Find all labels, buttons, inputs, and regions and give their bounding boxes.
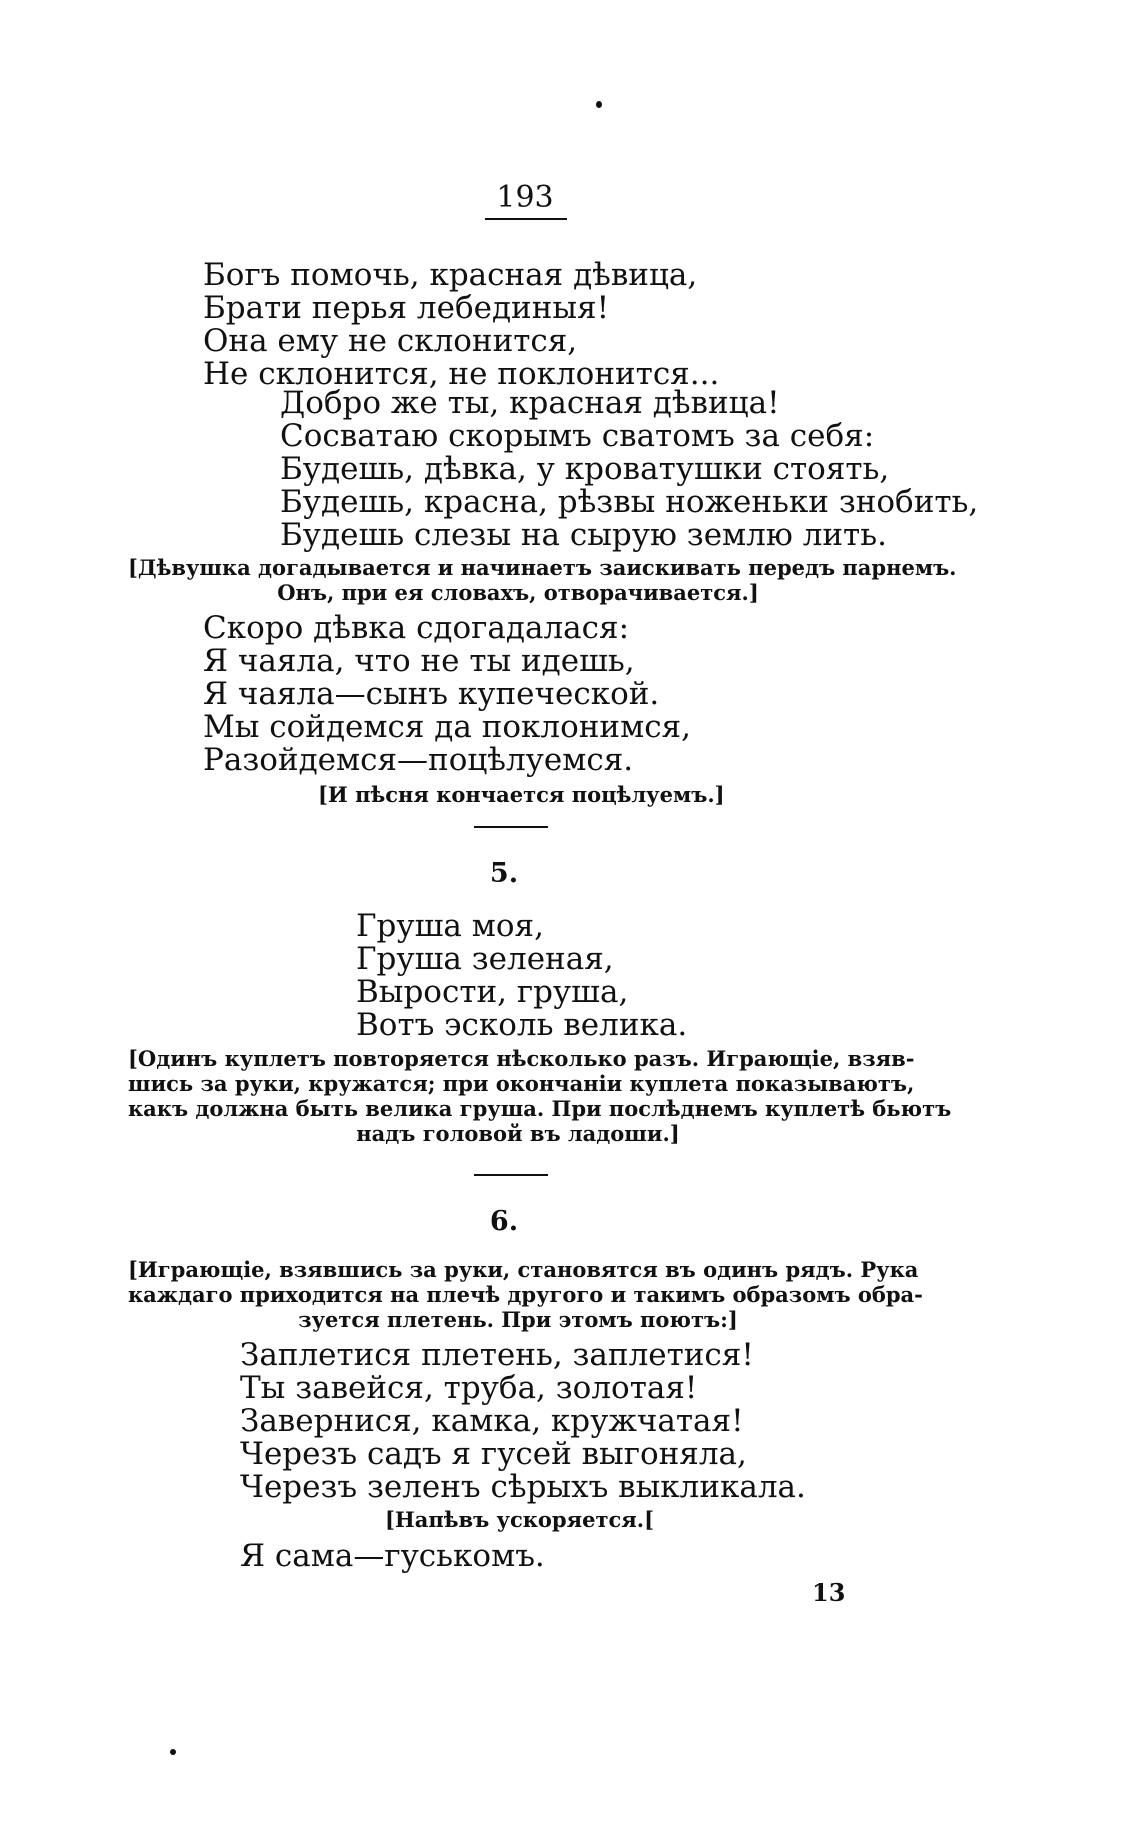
verse-line: Мы сойдемся да поклонимся, bbox=[203, 709, 691, 745]
verse-line: Выpости, груша, bbox=[356, 974, 629, 1010]
page-number-rule bbox=[485, 218, 567, 220]
verse-line: Сосватаю скорымъ сватомъ за себя: bbox=[280, 418, 875, 454]
verse-line: Я чаяла—сынъ купеческой. bbox=[203, 676, 660, 712]
verse-line: Заплетися плетень, заплетися! bbox=[240, 1337, 754, 1373]
note-line: зуется плетень. При этомъ поютъ:] bbox=[298, 1307, 738, 1332]
verse-line: Скоро дѣвка сдогадалася: bbox=[203, 610, 630, 646]
verse-line: Черезъ зеленъ сѣрыхъ выкликала. bbox=[240, 1469, 806, 1505]
note-line: Онъ, при ея словахъ, отворачивается.] bbox=[277, 580, 759, 605]
note-line: [Одинъ куплетъ повторяется нѣсколько разъ. Играющіе, взяв- bbox=[128, 1046, 915, 1071]
note-line: [Дѣвушка догадывается и начинаетъ заискивать передъ парнемъ. bbox=[128, 555, 957, 580]
stage-direction-5 bbox=[128, 1046, 952, 1146]
note-line: какъ должна быть велика груша. При послѣднемъ куплетѣ бьютъ bbox=[128, 1096, 952, 1121]
verse-line: Брати перья лебединыя! bbox=[203, 290, 610, 326]
verse-line: Будешь, красна, рѣзвы ноженьки знобить, bbox=[280, 484, 979, 520]
verse-line: Вотъ эсколь велика. bbox=[356, 1007, 688, 1043]
verse-line: Черезъ садъ я гусей выгоняла, bbox=[240, 1436, 747, 1472]
verse-line: Добро же ты, красная дѣвица! bbox=[280, 385, 780, 421]
section-divider bbox=[474, 826, 548, 828]
stage-direction-6 bbox=[128, 1257, 923, 1332]
stage-direction-2: [И пѣсня кончается поцѣлуемъ.] bbox=[318, 782, 725, 807]
verse-line: Не склонится, не поклонится... bbox=[203, 356, 720, 392]
verse-section-6 bbox=[240, 1339, 806, 1504]
verse-line: Разойдемся—поцѣлуемся. bbox=[203, 742, 634, 778]
verse-line: Ты завейся, труба, золотая! bbox=[240, 1370, 698, 1406]
verse-section-5 bbox=[356, 910, 687, 1042]
note-line: [Играющіе, взявшись за руки, становятся въ одинъ рядъ. Рука bbox=[128, 1257, 919, 1282]
verse-line: Завернися, камка, кружчатая! bbox=[240, 1403, 744, 1439]
verse-line: Груша моя, bbox=[356, 908, 544, 944]
print-speck bbox=[596, 101, 602, 108]
printer-signature: 13 bbox=[812, 1578, 846, 1607]
print-speck bbox=[170, 1749, 176, 1755]
page-number: 193 bbox=[496, 180, 554, 215]
note-line: шись за руки, кружатся; при окончаніи куплета показываютъ, bbox=[128, 1071, 915, 1096]
verse-line: Я чаяла, что не ты идешь, bbox=[203, 643, 635, 679]
section-number-5: 5. bbox=[489, 858, 519, 889]
verse-line: Будешь слезы на сырую землю лить. bbox=[280, 517, 887, 553]
verse-line: Она ему не склонится, bbox=[203, 323, 578, 359]
verse-stanza-indented bbox=[280, 387, 978, 552]
verse-line: Будешь, дѣвка, у кроватушки стоять, bbox=[280, 451, 890, 487]
verse-stanza-opening bbox=[203, 259, 719, 391]
verse-line: Богъ помочь, красная дѣвица, bbox=[203, 257, 698, 293]
note-line: надъ головой въ ладоши.] bbox=[356, 1121, 680, 1146]
verse-stanza-answer bbox=[203, 612, 691, 777]
note-line: каждаго приходится на плечѣ другого и такимъ образомъ обра- bbox=[128, 1282, 923, 1307]
section-number-6: 6. bbox=[489, 1206, 519, 1237]
tempo-direction: [Напѣвъ ускоряется.[ bbox=[385, 1507, 655, 1532]
verse-line: Груша зеленая, bbox=[356, 941, 614, 977]
stage-direction-1 bbox=[128, 555, 957, 605]
section-divider bbox=[474, 1174, 548, 1176]
verse-line-final: Я сама—гуськомъ. bbox=[240, 1538, 545, 1574]
